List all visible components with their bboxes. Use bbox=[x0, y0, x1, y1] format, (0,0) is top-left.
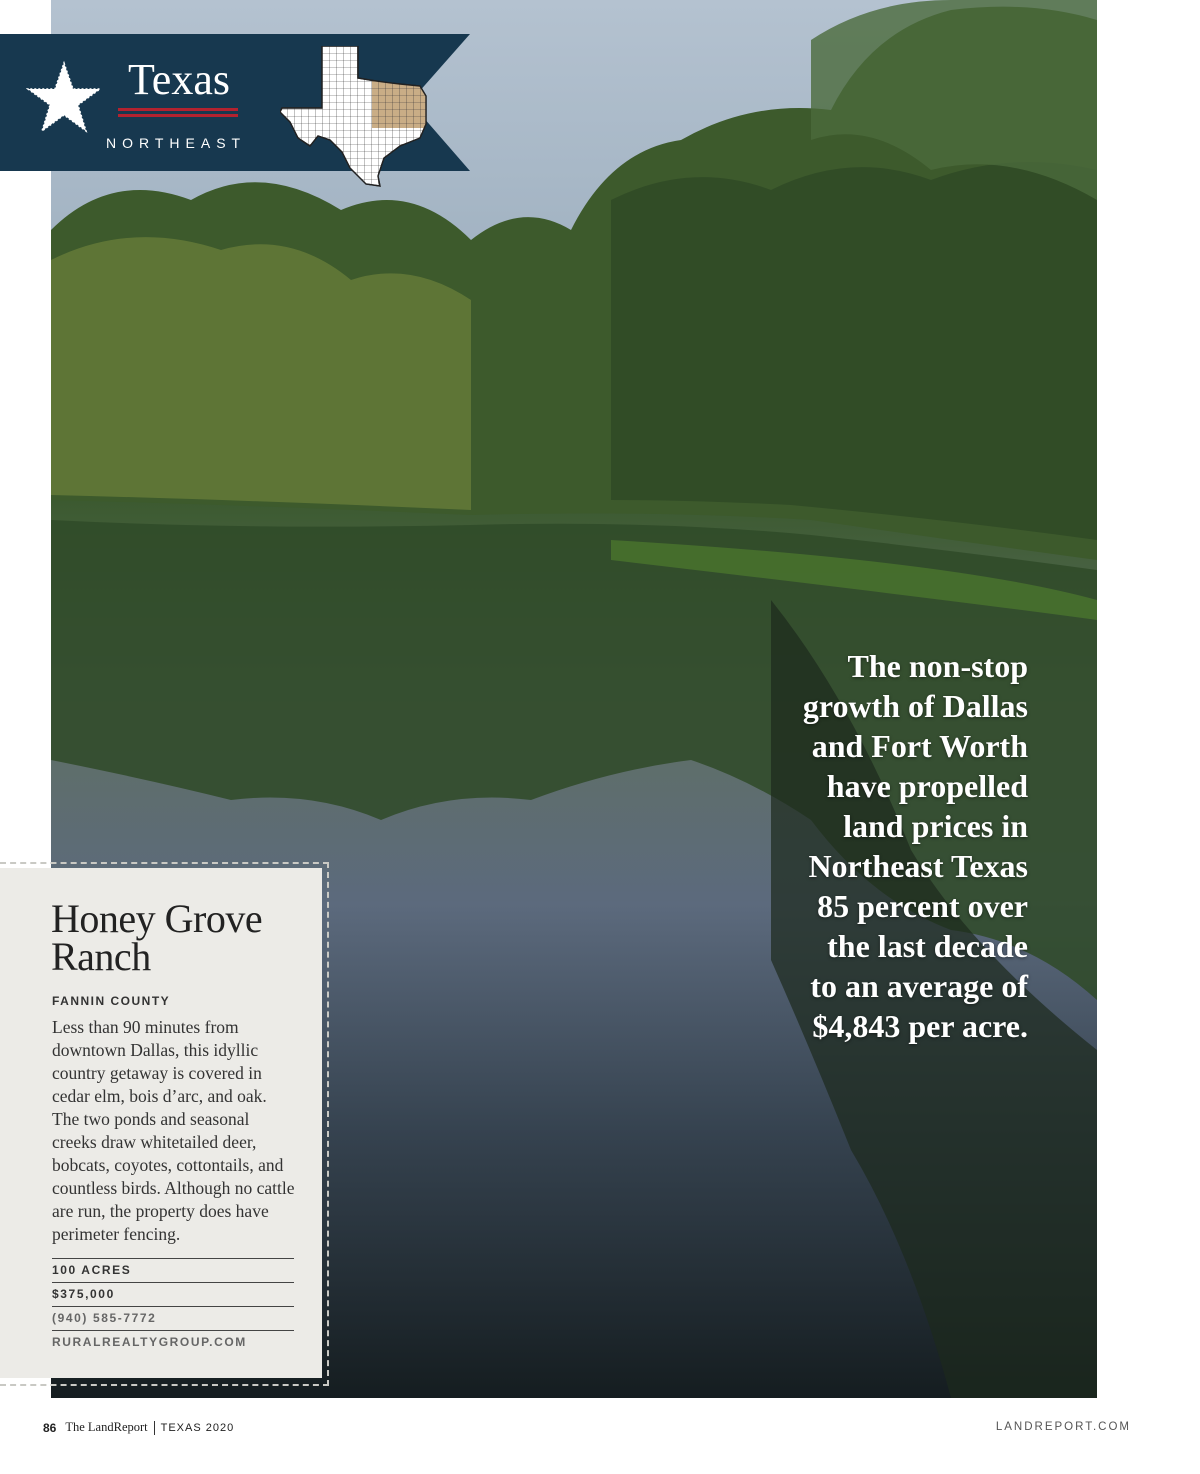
banner-rule-bottom bbox=[118, 114, 238, 117]
pull-quote-line: land prices in bbox=[843, 808, 1028, 844]
listing-title bbox=[51, 896, 311, 979]
star-icon bbox=[26, 60, 102, 136]
footer-separator bbox=[154, 1421, 155, 1435]
page-footer-left bbox=[43, 1420, 234, 1435]
page-number: 86 bbox=[43, 1420, 57, 1435]
pull-quote-line: growth of Dallas bbox=[802, 688, 1028, 724]
pull-quote-line: Northeast Texas bbox=[808, 848, 1028, 884]
pull-quote-line: to an average of bbox=[810, 968, 1028, 1004]
listing-phone[interactable]: (940) 585-7772 bbox=[52, 1306, 294, 1330]
pull-quote-line: $4,843 per acre. bbox=[812, 1008, 1028, 1044]
listing-website[interactable]: RURALREALTYGROUP.COM bbox=[52, 1330, 294, 1354]
issue-label: TEXAS 2020 bbox=[160, 1421, 235, 1434]
listing-title-line2: Ranch bbox=[51, 934, 151, 979]
texas-county-map-icon bbox=[280, 46, 430, 188]
state-title: Texas bbox=[128, 55, 230, 104]
listing-county: FANNIN COUNTY bbox=[52, 994, 171, 1008]
pull-quote bbox=[698, 646, 1028, 1046]
site-url[interactable]: LANDREPORT.COM bbox=[995, 1421, 1131, 1433]
region-banner bbox=[0, 34, 470, 171]
listing-title-line1: Honey Grove bbox=[51, 896, 263, 941]
pull-quote-line: 85 percent over bbox=[817, 888, 1028, 924]
pull-quote-line: The non-stop bbox=[847, 648, 1028, 684]
pull-quote-line: the last decade bbox=[827, 928, 1028, 964]
banner-rule-top bbox=[118, 108, 238, 111]
pull-quote-line: have propelled bbox=[826, 768, 1028, 804]
listing-acres: 100 ACRES bbox=[52, 1258, 294, 1282]
magazine-name: The LandReport bbox=[65, 1420, 148, 1434]
listing-facts bbox=[52, 1258, 294, 1354]
pull-quote-line: and Fort Worth bbox=[811, 728, 1028, 764]
region-label: NORTHEAST bbox=[106, 135, 247, 151]
listing-description: Less than 90 minutes from downtown Dallas, this idyllic country getaway is covered in cedar elm, bois d’arc, and oak. The two ponds and seasonal creeks draw whitetailed deer, bobcats, coyotes, cottontails, and countless birds. Although no cattle are run, the property does have perimeter fencing. bbox=[52, 1017, 295, 1244]
listing-price: $375,000 bbox=[52, 1282, 294, 1306]
